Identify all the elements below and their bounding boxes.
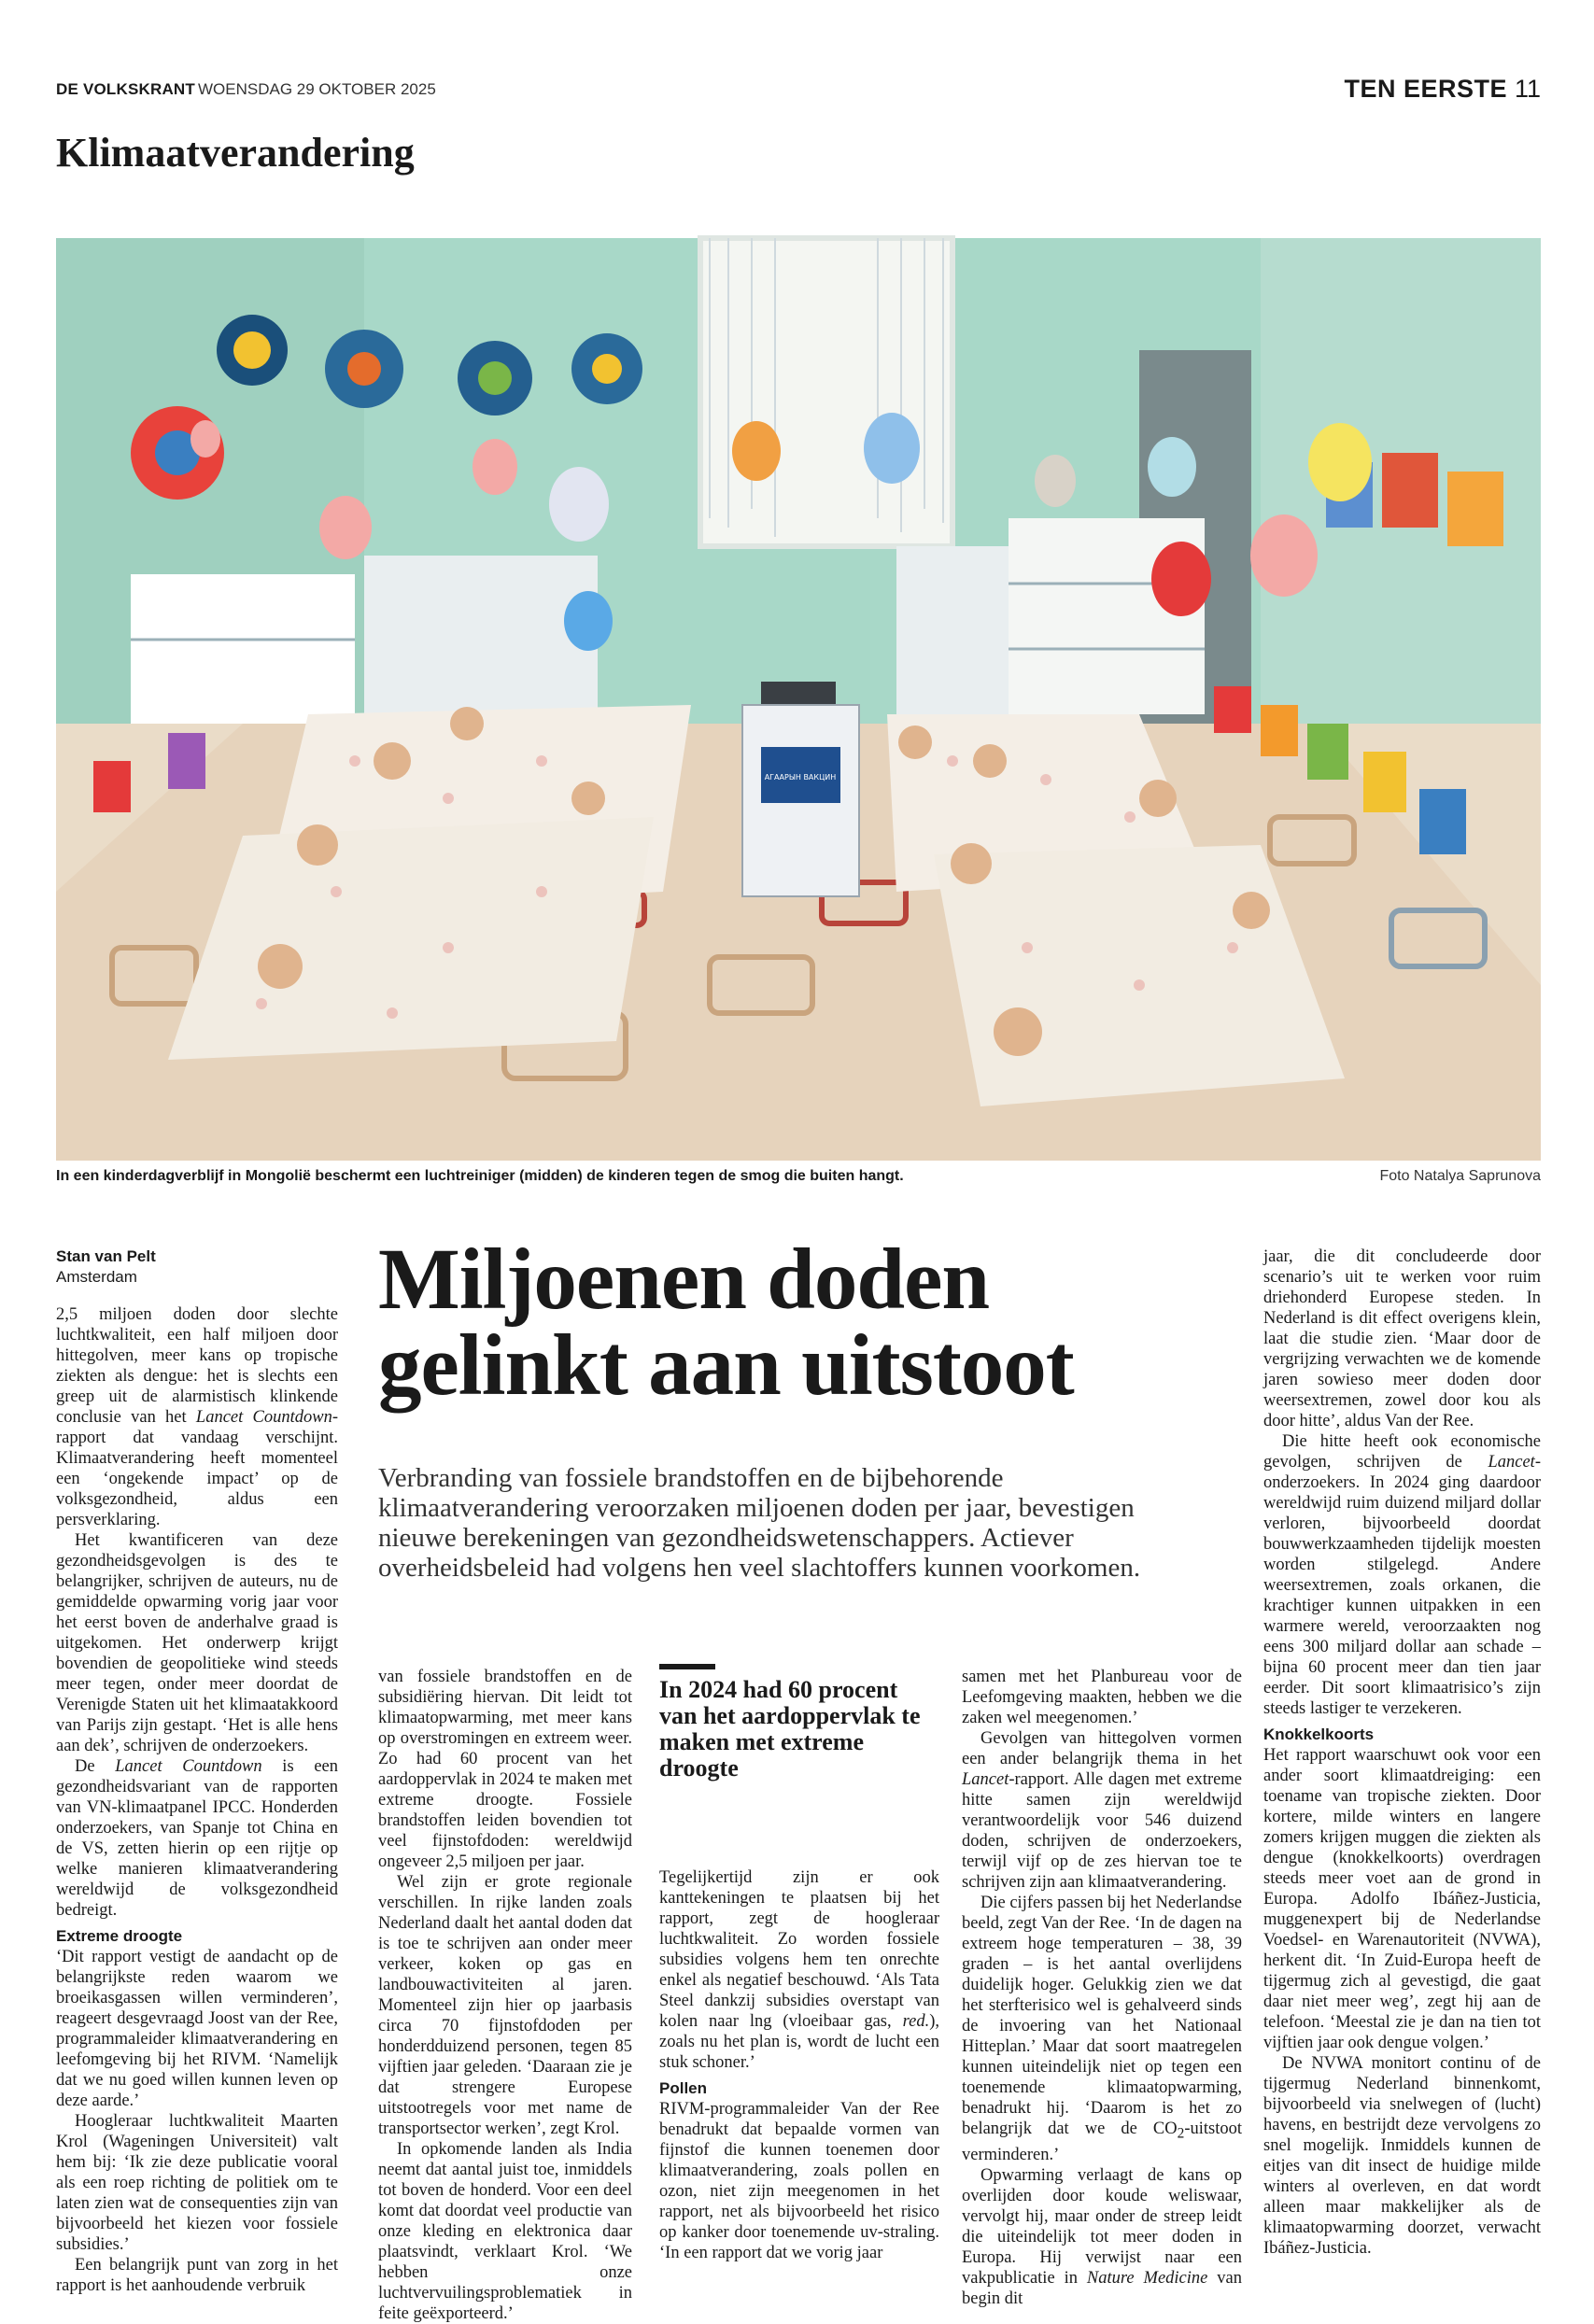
paragraph: Hoogleraar luchtkwaliteit Maarten Krol (Wageningen Universiteit) valt hem bij: ‘Ik zie deze publicatie vooral als een roep richting de politiek om te laten zien wat de consequenties zijn van bijvoorbeeld het kiezen voor fossiele subsidies.’: [56, 2112, 338, 2254]
paragraph: samen met het Planbureau voor de Leefomgeving maakten, hebben we die zaken wel meegenomen.’: [962, 1668, 1242, 1727]
pull-quote: [659, 1664, 939, 1782]
subheading: Pollen: [659, 2079, 708, 2097]
article-photo: [56, 238, 1541, 1161]
paragraph: jaar, die dit concludeerde door scenario’s uit te werken voor ruim driehonderd Europese steden. In Nederland is dit effect overigens klein, laat die studie zien. ‘Maar door de vergrijzing verwachten we de komende jaren sowieso meer doden door weersextremen, zowel door kou als door hitte’, aldus Van der Ree.: [1263, 1247, 1541, 1430]
headline-line-1: Miljoenen doden: [378, 1232, 990, 1328]
issue-date: WOENSDAG 29 OKTOBER 2025: [198, 80, 436, 98]
quote-bar: [659, 1664, 715, 1669]
article-lead: Verbranding van fossiele brandstoffen en de bijbehorende klimaatverandering veroorzaken miljoenen doden per jaar, bevestigen nieuwe berekeningen van gezondheidswetenschappers. Actiever overheidsbeleid had volgens hen veel slachtoffers kunnen voorkomen.: [378, 1463, 1141, 1583]
paragraph: van fossiele brandstoffen en de subsidiëring hiervan. Dit leidt tot klimaatopwarming, met meer kans op overstromingen en extreem weer. Zo had 60 procent van het aardoppervlak in 2024 te maken met extreme droogte. Fossiele brandstoffen leiden bovendien tot veel fijnstofdoden: wereldwijd ongeveer 2,5 miljoen per jaar.: [378, 1668, 632, 1871]
page-number: 11: [1514, 75, 1541, 103]
paragraph: Gevolgen van hittegolven vormen een ander belangrijk thema in het Lancet-rapport. Alle dagen met extreme hitte samen zijn wereldwijd verantwoordelijk voor 546 duizend doden, schrijven de onderzoekers, terwijl vijf op de zes hiervan toe te schrijven zijn aan klimaatverandering.: [962, 1729, 1242, 1892]
paragraph: In opkomende landen als India neemt dat aantal juist toe, inmiddels tot boven de honderd. Voor een deel komt dat doordat veel productie van onze kleding en elektronica daar plaatsvindt, verklaart Krol. ‘We hebben onze luchtvervuilingsproblematiek in feite geëxporteerd.’: [378, 2140, 632, 2323]
pull-quote-text: In 2024 had 60 procent van het aardoppervlak te maken met extreme droogte: [659, 1676, 921, 1782]
newspaper-brand: DE VOLKSKRANT: [56, 80, 195, 98]
column-2: [378, 1667, 632, 2324]
purifier-label: АГААРЫН ВАКЦИН: [764, 773, 837, 782]
rubric-title: Klimaatverandering: [56, 130, 415, 176]
paragraph: RIVM-programmaleider Van der Ree benadrukt dat bepaalde vormen van fijnstof die kunnen toenemen door klimaatverandering, zoals pollen en ozon, niet zijn meegenomen in het rapport, net als bijvoorbeeld het risico op kanker door toenemende uv-straling. ‘In een rapport dat we vorig jaar: [659, 2100, 939, 2262]
photo-credit: Foto Natalya Saprunova: [1379, 1168, 1541, 1184]
author-location: Amsterdam: [56, 1268, 137, 1286]
column-4: [962, 1667, 1242, 2309]
section-title: TEN EERSTE: [1344, 75, 1507, 103]
photo-caption: In een kinderdagverblijf in Mongolië beschermt een luchtreiniger (midden) de kinderen tegen de smog die buiten hangt.: [56, 1168, 904, 1184]
subheading: Knokkelkoorts: [1263, 1725, 1375, 1743]
column-3: [659, 1867, 939, 2263]
paragraph: Het rapport waarschuwt ook voor een ander soort klimaatdreiging: een toename van tropische ziekten. Door kortere, milde winters en langere zomers krijgen muggen die ziekten als dengue (knokkelkoorts) overdragen steeds meer voet aan de grond in Europa. Adolfo Ibáñez-Justicia, muggenexpert bij de Nederlandse Voedsel- en Warenautoriteit (NVWA), herkent dit. ‘In Zuid-Europa heeft de tijgermug zich al gevestigd, die gaat daar niet meer weg’, zegt hij aan de telefoon. ‘Meestal zie je dan na tien tot vijftien jaar ook dengue volgen.’: [1263, 1746, 1541, 2052]
headline: [378, 1232, 1219, 1414]
paragraph: De Lancet Countdown is een gezondheidsvariant van de rapporten van VN-klimaatpanel IPCC. Honderden onderzoekers, van Spanje tot China en de VS, zetten hierin op een rijtje op welke manieren klimaatverandering wereldwijd de volksgezondheid bedreigt.: [56, 1757, 339, 1920]
headline-line-2: gelinkt aan uitstoot: [378, 1317, 1074, 1414]
paragraph: Die hitte heeft ook economische gevolgen, schrijven de Lancet-onderzoekers. In 2024 ging daardoor wereldwijd ruim duizend miljard dollar verloren, bijvoorbeeld doordat bouwwerkzaamheden tijdelijk moesten worden stilgelegd. Andere weersextremen, zoals orkanen, die krachtiger kunnen uitpakken in een warmere wereld, veroorzaakten nog eens 300 miljard dollar aan schade – bijna 60 procent meer dan tien jaar eerder. Dit soort klimaatrisico’s zijn steeds lastiger te verzekeren.: [1263, 1432, 1541, 1718]
paragraph: Die cijfers passen bij het Nederlandse beeld, zegt Van der Ree. ‘In de dagen na extreem hoge temperaturen – 38, 39 graden – is het aantal overlijdens duidelijk hoger. Gelukkig zien we dat het sterfterisico wel is gehalveerd sinds de invoering van het Nationaal Hitteplan.’ Maar dat soort maatregelen kunnen uiteindelijk niet op tegen een toenemende klimaatopwarming, benadrukt hij. ‘Daarom is het zo belangrijk dat we de $CO_2$-uitstoot verminderen.’: [962, 1894, 1242, 2164]
paragraph: 2,5 miljoen doden door slechte luchtkwaliteit, een half miljoen door hittegolven, meer kans op tropische ziekten als dengue: het is slechts een greep uit de alarmistisch klinkende conclusie van het Lancet Countdown-rapport dat vandaag verschijnt. Klimaatverandering heeft momenteel een ‘ongekende impact’ op de volksgezondheid, aldus een persverklaring.: [56, 1305, 338, 1529]
paragraph: Een belangrijk punt van zorg in het rapport is het aanhoudende verbruik: [56, 2256, 338, 2295]
masthead: [56, 75, 1541, 106]
author-byline: Stan van Pelt: [56, 1247, 156, 1265]
paragraph: De NVWA monitort continu of de tijgermug Nederland binnenkomt, bijvoorbeeld via snelwegen of (lucht) havens, en bestrijdt deze vervolgens zo snel mogelijk. Inmiddels kunnen de eitjes van dit insect de huidige milde winters al overleven, en dat wordt alleen maar makkelijker als de klimaatopwarming doorzet, verwacht Ibáñez-Justicia.: [1263, 2054, 1541, 2258]
subheading: Extreme droogte: [56, 1927, 183, 1945]
paragraph: Tegelijkertijd zijn er ook kanttekeningen te plaatsen bij het rapport, zegt de hoogleraar luchtkwaliteit. Zo worden fossiele subsidies volgens hem ten onrechte enkel als negatief beschouwd. ‘Als Tata Steel dankzij subsidies overstapt van kolen naar lng (vloeibaar gas, red.), zoals nu het plan is, wordt de lucht een stuk schoner.’: [659, 1868, 939, 2072]
paragraph: Het kwantificeren van deze gezondheidsgevolgen is des te belangrijker, schrijven de auteurs, nu de gemiddelde opwarming vorig jaar voor het eerst boven de anderhalve graad is uitgekomen. Het onderwerp krijgt bovendien de geopolitieke wind steeds meer tegen, onder meer doordat de Verenigde Staten uit het klimaatakkoord van Parijs zijn gestapt. ‘Het is alle hens aan dek’, schrijven de onderzoekers.: [56, 1531, 338, 1755]
column-5: [1263, 1247, 1541, 2259]
paragraph: Wel zijn er grote regionale verschillen. In rijke landen zoals Nederland daalt het aantal doden dat is toe te schrijven aan onder meer verkeer, koken op gas en landbouwactiviteiten al jaren. Momenteel zijn hier op jaarbasis circa 70 fijnstofdoden per honderdduizend personen, tegen 85 vijftien jaar geleden. ‘Daaraan zie je dat strengere Europese uitstootregels voor met name de transportsector werken’, zegt Krol.: [378, 1873, 632, 2138]
column-1: [56, 1247, 338, 2296]
paragraph: ‘Dit rapport vestigt de aandacht op de belangrijkste reden waarom we broeikasgassen willen verminderen’, reageert desgevraagd Joost van der Ree, programmaleider klimaatverandering en leefomgeving bij het RIVM. ‘Namelijk dat we nu goed willen kunnen leven op deze aarde.’: [56, 1948, 338, 2110]
paragraph: Opwarming verlaagt de kans op overlijden door koude weliswaar, vervolgt hij, maar onder de streep leidt die uiteindelijk tot meer doden in Europa. Hij verwijst naar een vakpublicatie in Nature Medicine van begin dit: [962, 2165, 1242, 2308]
